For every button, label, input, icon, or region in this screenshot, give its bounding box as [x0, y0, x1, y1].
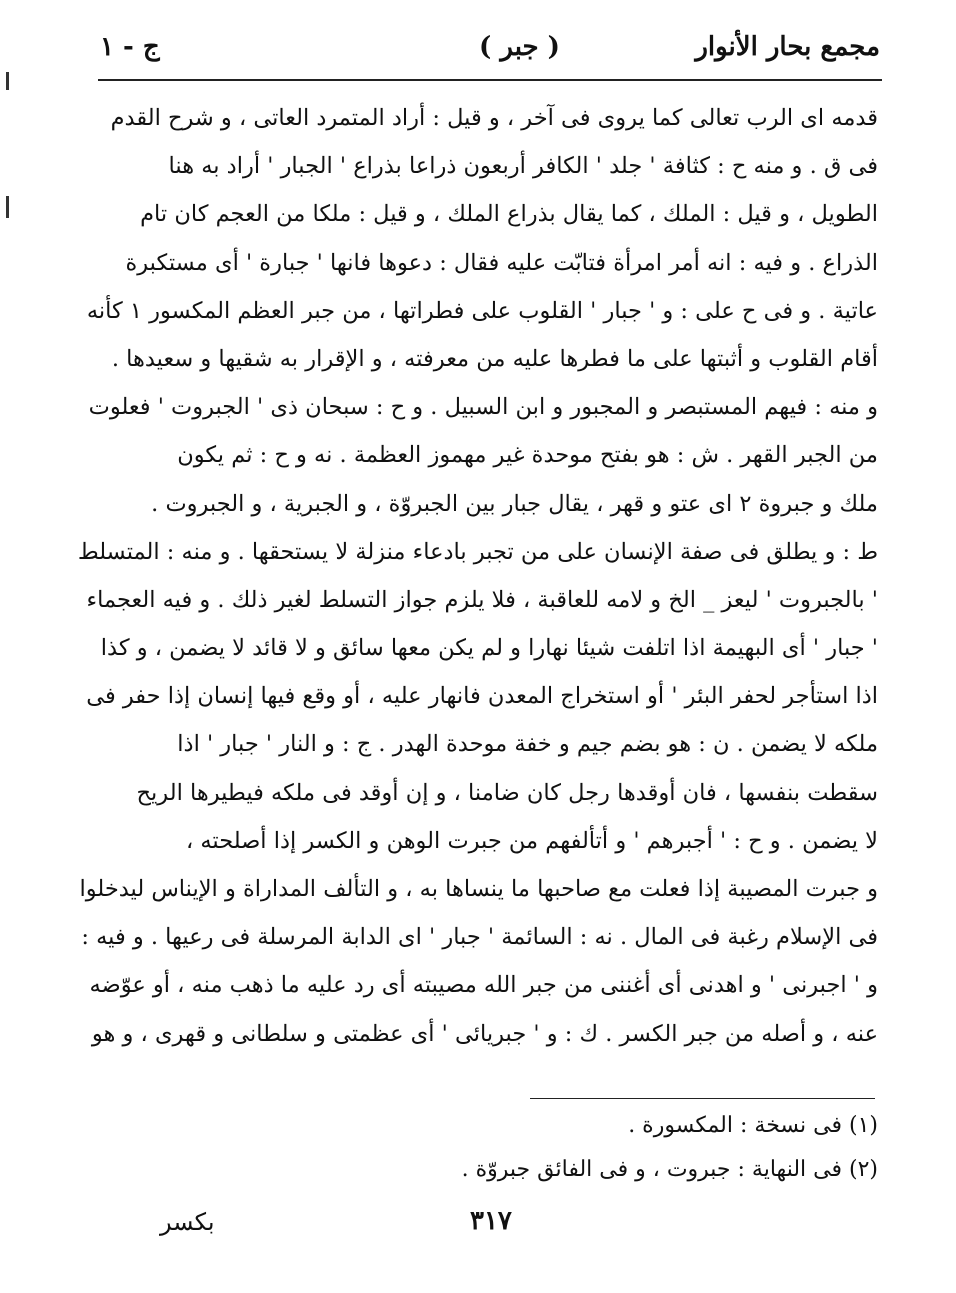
text-line: اذا استأجر لحفر البئر ' أو استخراج المعدن فانهار عليه ، أو وقع فيها إنسان إذا حفر فى [86, 683, 878, 710]
text-line: ملكه لا يضمن . ن : هو بضم جيم و خفة موحدة الهدر . ج : و النار ' جبار ' اذا [177, 731, 878, 758]
text-line: فى ق . و منه ح : كثافة ' جلد ' الكافر أربعون ذراعا بذراع ' الجبار ' أراد به هنا [168, 153, 878, 180]
book-title: مجمع بحار الأنوار [695, 32, 880, 62]
page-number: ٣١٧ [470, 1206, 512, 1236]
running-header [100, 28, 880, 72]
footnotes [400, 1104, 878, 1192]
text-line: الطويل ، و قيل : الملك ، كما يقال بذراع الملك ، و قيل : ملكا من العجم كان تام [140, 201, 878, 228]
text-line: من الجبر القهر . ش : هو بفتح موحدة غير مهموز العظمة . نه و ح : ثم يكون [177, 442, 878, 469]
text-line: و ' اجبرنى ' و اهدنى أى أغننى من جبر الله مصيبته أى رد عليه ما ذهب منه ، أو عوّضه [89, 972, 878, 999]
header-rule [98, 79, 882, 81]
catchword: بكسر [160, 1208, 215, 1236]
text-line: عنه ، و أصله من جبر الكسر . ك : و ' جبريائى ' أى عظمتى و سلطانى و قهرى ، و هو [91, 1020, 878, 1047]
scan-edge-mark [6, 72, 9, 90]
text-line: ' بالجبروت ' ليعز _ الخ و لامه للعاقبة ، فلا يلزم جواز التسلط لغير ذلك . و فيه العجماء [86, 586, 878, 613]
text-line: أقام القلوب و أثبتها على ما فطرها عليه من معرفته ، و الإقرار به شقيها و سعيدها . [111, 345, 878, 372]
main-text [77, 94, 878, 1058]
text-line: و منه : فيهم المستبصر و المجبور و ابن السبيل . و ح : سبحان ذى ' الجبروت ' فعلوت [88, 394, 878, 421]
entry-heading: ( جبر ) [479, 32, 560, 62]
footnote: (٢) فى النهاية : جبروت ، و فى الفائق جبروّة . [461, 1157, 878, 1182]
volume-label: ج - ١ [100, 32, 160, 62]
text-line: فى الإسلام رغبة فى المال . نه : السائمة ' جبار ' اى الدابة المرسلة فى رعيها . و فيه : [81, 924, 878, 951]
text-line: قدمه اى الرب تعالى كما يروى فى آخر ، و قيل : أراد المتمرد العاتى ، و شرح القدم [110, 105, 878, 131]
text-line: عاتية . و فى ح على : و ' جبار ' القلوب على فطراتها ، من جبر العظم المكسور ١ كأنه [86, 297, 878, 324]
scan-edge-mark [6, 196, 9, 218]
text-line: الذراع . و فيه : انه أمر امرأة فتابّت عليه فقال : دعوها فانها ' جبارة ' أى مستكبرة [125, 249, 878, 276]
footnote: (١) فى نسخة : المكسورة . [628, 1113, 878, 1138]
text-line: لا يضمن . و ح : ' أجبرهم ' و أتألفهم من جبرت الوهن و الكسر إذا أصلحته ، [185, 827, 878, 854]
text-line: سقطت بنفسها ، فان أوقدها رجل كان ضامنا ، و إن أوقد فى ملكه فيطيرها الريح [136, 779, 878, 806]
text-line: ملك و جبروة ٢ اى عتو و قهر ، يقال جبار بين الجبروّة ، و الجبرية ، و الجبروت . [151, 490, 878, 517]
text-line: ط : و يطلق فى صفة الإنسان على من تجبر بادعاء منزلة لا يستحقها . و منه : المتسلط [77, 538, 878, 565]
footnote-rule [530, 1098, 875, 1099]
text-line: و جبرت المصيبة إذا فعلت مع صاحبها ما ينساها به ، و التألف المداراة و الإيناس ليدخلوا [79, 876, 878, 902]
text-line: ' جبار ' أى البهيمة اذا اتلفت شيئا نهارا و لم يكن معها سائق و لا قائد لا يضمن ، و كذا [100, 635, 878, 662]
